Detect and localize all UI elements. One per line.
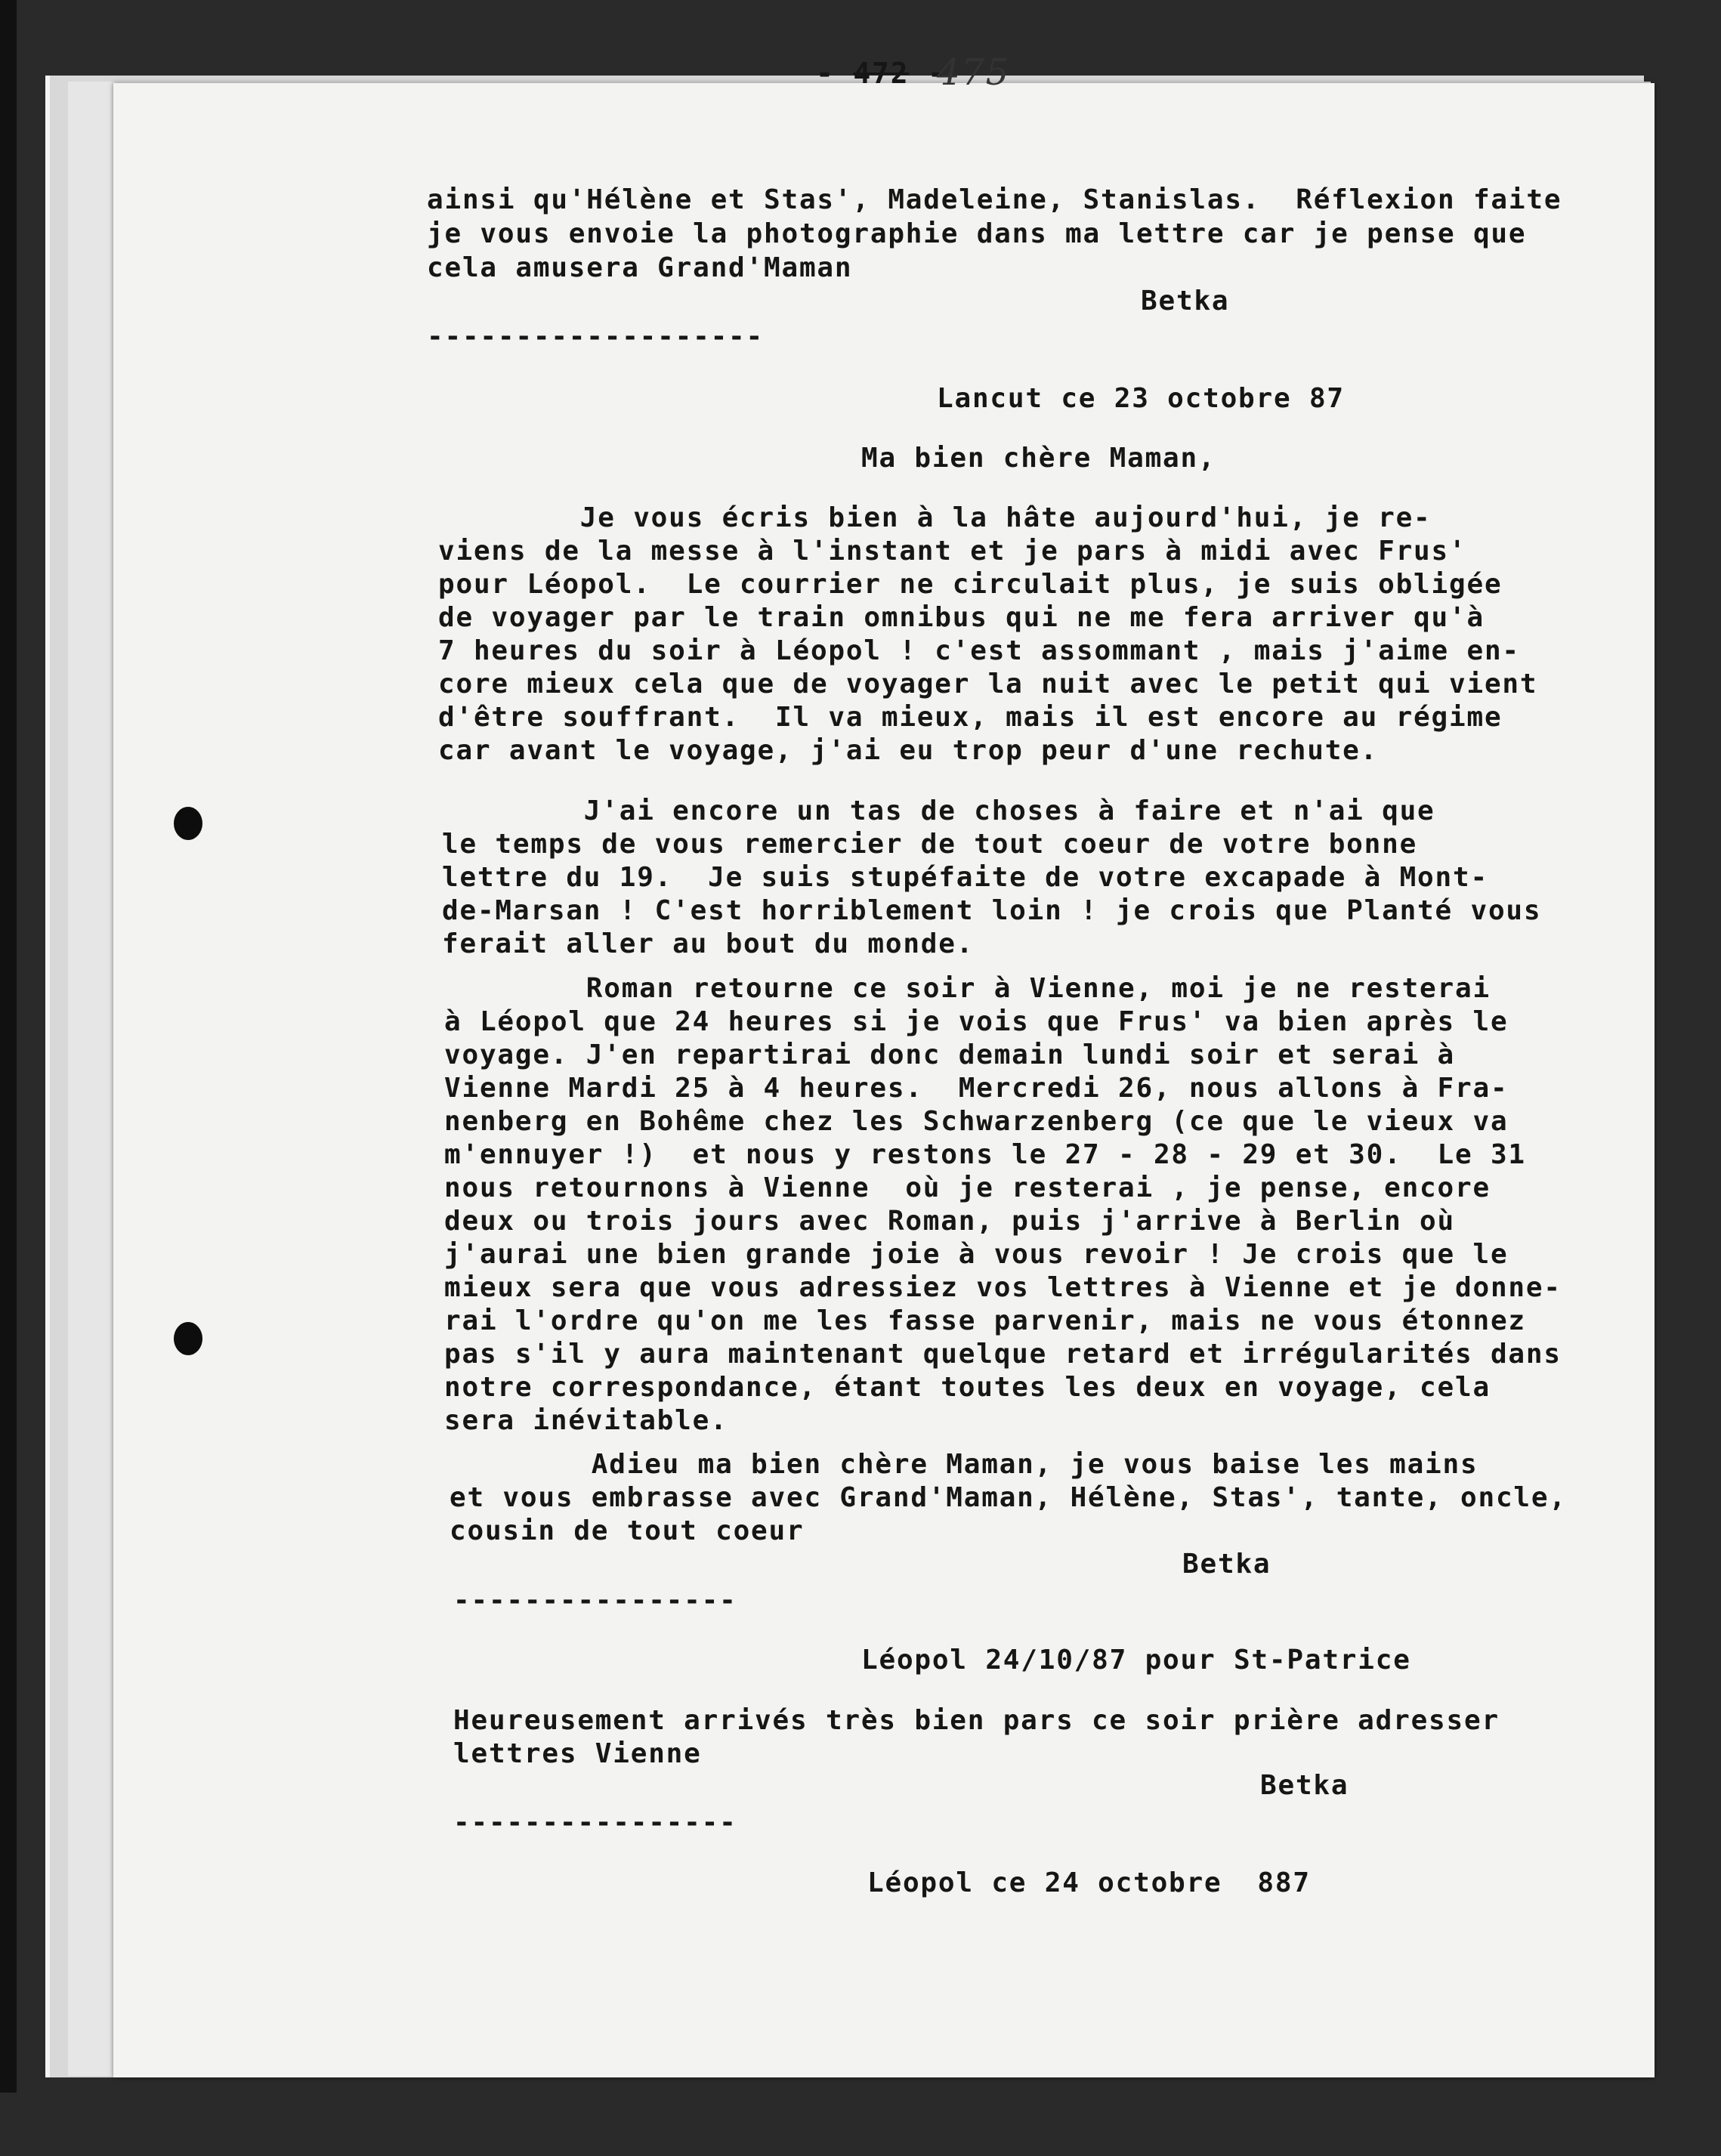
p3-line-2: à Léopol que 24 heures si je vois que Frus' va bien après le [444,1006,1509,1037]
p1-line-8: car avant le voyage, j'ai eu trop peur d'une rechute. [438,735,1379,766]
telegram-line-1: Heureusement arrivés très bien pars ce soir prière adresser [453,1705,1500,1736]
telegram-date: Léopol 24/10/87 pour St-Patrice [861,1645,1411,1676]
scan-edge-bottom [0,2093,1721,2156]
p3-line-12: pas s'il y aura maintenant quelque retard et irrégularités dans [444,1339,1562,1370]
p3-line-5: nenberg en Bohême chez les Schwarzenberg (ce que le vieux va [444,1106,1509,1137]
p3-line-4: Vienne Mardi 25 à 4 heures. Mercredi 26, nous allons à Fra- [444,1073,1509,1104]
p1-line-7: d'être souffrant. Il va mieux, mais il est encore au régime [438,702,1503,733]
letter1-line-3: cela amusera Grand'Maman [427,252,853,283]
p2-line-5: ferait aller au bout du monde. [442,928,975,959]
p3-line-1: Roman retourne ce soir à Vienne, moi je ne resterai [444,973,1491,1004]
p3-line-10: mieux sera que vous adressiez vos lettres à Vienne et je donne- [444,1272,1562,1303]
p1-line-6: core mieux cela que de voyager la nuit avec le petit qui vient [438,669,1538,700]
p3-line-9: j'aurai une bien grande joie à vous revoir ! Je crois que le [444,1239,1509,1270]
p2-line-3: lettre du 19. Je suis stupéfaite de votre excapade à Mont- [442,862,1488,893]
page-number: - 472 - [816,57,947,90]
p4-line-2: et vous embrasse avec Grand'Maman, Hélène, Stas', tante, oncle, [450,1482,1567,1513]
p2-line-4: de-Marsan ! C'est horriblement loin ! je crois que Planté vous [442,895,1542,926]
letter2-salutation: Ma bien chère Maman, [861,443,1216,474]
p3-line-3: voyage. J'en repartirai donc demain lundi soir et serai à [444,1039,1456,1070]
letter2-signature: Betka [1182,1549,1271,1580]
p3-line-7: nous retournons à Vienne où je resterai , je pense, encore [444,1172,1491,1203]
letter3-date: Léopol ce 24 octobre 887 [867,1867,1311,1898]
p1-line-3: pour Léopol. Le courrier ne circulait plus, je suis obligée [438,569,1503,600]
p1-line-4: de voyager par le train omnibus qui ne me fera arriver qu'à [438,602,1485,633]
p1-line-1: Je vous écris bien à la hâte aujourd'hui, je re- [438,502,1432,533]
p3-line-14: sera inévitable. [444,1405,728,1436]
p3-line-8: deux ou trois jours avec Roman, puis j'arrive à Berlin où [444,1206,1456,1237]
p2-line-2: le temps de vous remercier de tout coeur de votre bonne [442,829,1418,860]
letter1-signature: Betka [1141,286,1230,317]
p3-line-13: notre correspondance, étant toutes les deux en voyage, cela [444,1372,1491,1403]
letter1-line-1: ainsi qu'Hélène et Stas', Madeleine, Stanislas. Réflexion faite [427,184,1562,215]
p1-line-5: 7 heures du soir à Léopol ! c'est assommant , mais j'aime en- [438,635,1520,666]
p4-line-1: Adieu ma bien chère Maman, je vous baise les mains [450,1449,1478,1480]
p3-line-11: rai l'ordre qu'on me les fasse parvenir, mais ne vous étonnez [444,1305,1526,1336]
letter2-date: Lancut ce 23 octobre 87 [937,383,1345,414]
page-number-handwritten: 475 [937,51,1011,94]
p1-line-2: viens de la messe à l'instant et je pars à midi avec Frus' [438,536,1467,567]
letter1-line-2: je vous envoie la photographie dans ma lettre car je pense que [427,218,1527,249]
telegram-line-2: lettres Vienne [453,1738,702,1769]
separator-3: ---------------- [453,1807,737,1838]
p3-line-6: m'ennuyer !) et nous y restons le 27 - 28 - 29 et 30. Le 31 [444,1139,1526,1170]
page-number-typed: 472 [853,57,910,90]
separator-2: ---------------- [453,1585,737,1616]
telegram-signature: Betka [1260,1770,1349,1801]
p4-line-3: cousin de tout coeur [450,1515,805,1546]
p2-line-1: J'ai encore un tas de choses à faire et n'ai que [442,795,1435,826]
separator-1: ------------------- [427,321,765,352]
